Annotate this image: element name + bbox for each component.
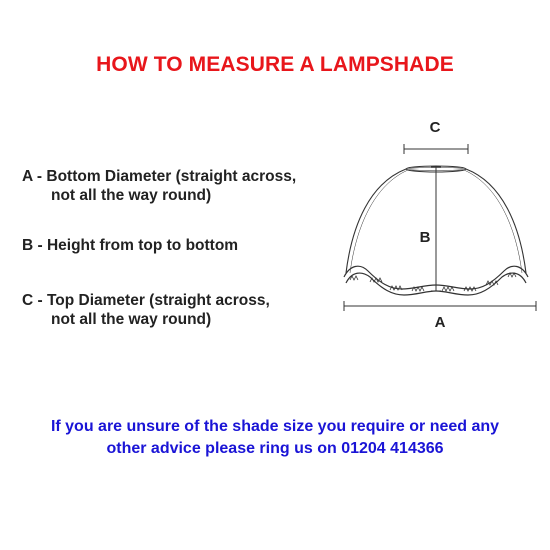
- top-diameter-dimension: [404, 144, 468, 154]
- page-title: HOW TO MEASURE A LAMPSHADE: [96, 53, 454, 76]
- legend-bottom-diameter: [22, 167, 296, 205]
- legend-height: [22, 236, 238, 255]
- label-a: A: [434, 314, 446, 331]
- contact-advice: [0, 416, 550, 460]
- legend-b-line1: B - Height from top to bottom: [22, 237, 239, 254]
- contact-advice-line2: other advice please ring us on 01204 414366: [106, 440, 444, 457]
- legend-a-line1: A - Bottom Diameter (straight across,: [22, 168, 297, 185]
- legend-c-line1: C - Top Diameter (straight across,: [22, 292, 270, 309]
- height-dimension: [431, 167, 441, 291]
- legend-a-line2: not all the way round): [51, 187, 212, 204]
- label-c: C: [429, 119, 441, 136]
- label-b: B: [419, 229, 431, 246]
- lampshade-diagram: [330, 105, 550, 345]
- lampshade-diagram-svg: [330, 105, 550, 345]
- legend-top-diameter: [22, 291, 270, 329]
- contact-advice-line1: If you are unsure of the shade size you require or need any: [50, 418, 500, 435]
- legend-c-line2: not all the way round): [51, 311, 212, 328]
- bottom-diameter-dimension: [344, 301, 536, 311]
